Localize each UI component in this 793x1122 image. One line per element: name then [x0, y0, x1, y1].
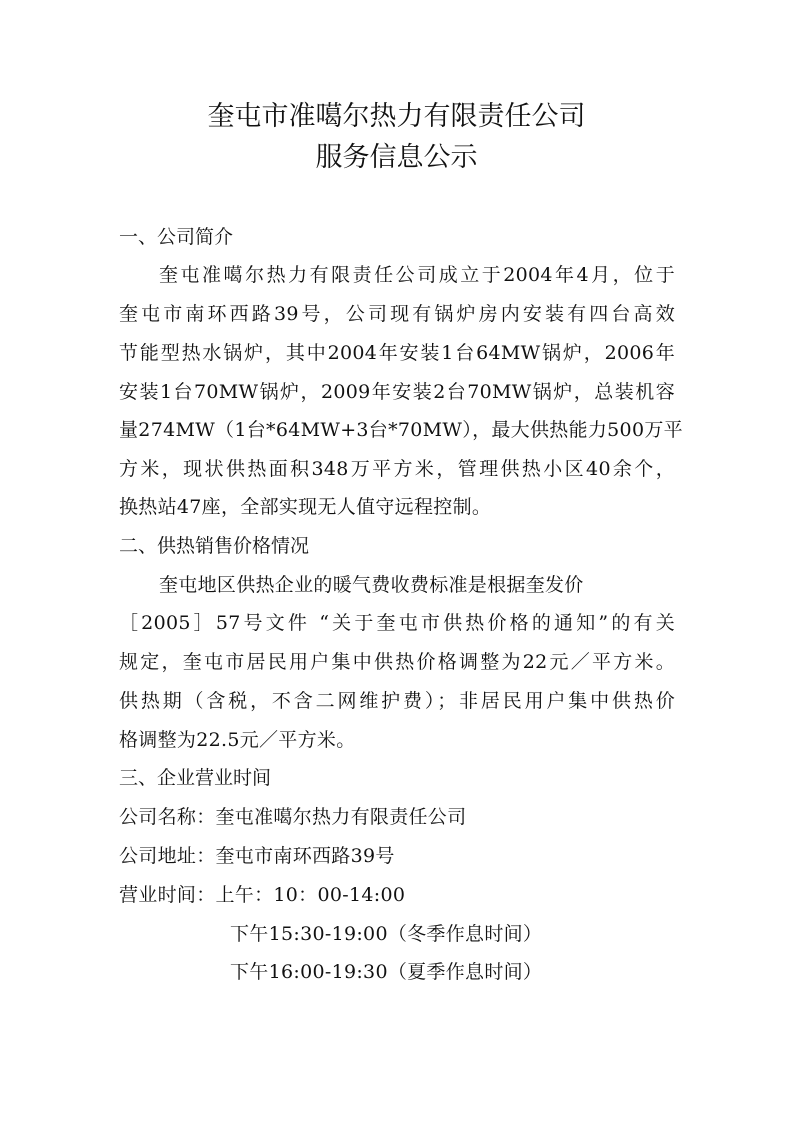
- intro-line: 换热站47座，全部实现无人值守远程控制。: [119, 496, 492, 518]
- business-hours-summer: 下午16:00-19:30（夏季作息时间）: [230, 961, 543, 983]
- intro-line: 安装1台70MW锅炉，2009年安装2台70MW锅炉，总装机容: [119, 381, 675, 403]
- pricing-line: ［2005］57号文件 “关于奎屯市供热价格的通知”的有关: [119, 612, 675, 634]
- intro-line: 方米，现状供热面积348万平方米，管理供热小区40余个，: [119, 458, 675, 480]
- section-heading-pricing: 二、供热销售价格情况: [119, 535, 310, 557]
- pricing-line: 供热期（含税，不含二网维护费）；非居民用户集中供热价: [119, 690, 675, 712]
- business-hours-winter: 下午15:30-19:00（冬季作息时间）: [230, 923, 543, 945]
- intro-line: 奎屯市南环西路39号，公司现有锅炉房内安装有四台高效: [119, 303, 675, 325]
- section-heading-intro: 一、公司简介: [119, 226, 234, 248]
- intro-line: 节能型热水锅炉，其中2004年安装1台64MW锅炉，2006年: [119, 342, 675, 364]
- section-heading-hours: 三、企业营业时间: [119, 767, 272, 789]
- company-address: 公司地址：奎屯市南环西路39号: [119, 845, 395, 867]
- intro-line: 奎屯准噶尔热力有限责任公司成立于2004年4月，位于: [159, 264, 675, 286]
- pricing-line: 奎屯地区供热企业的暖气费收费标准是根据奎发价: [159, 574, 584, 596]
- document-subtitle: 服务信息公示: [315, 142, 478, 173]
- document-title: 奎屯市准噶尔热力有限责任公司: [207, 101, 586, 132]
- intro-line: 量274MW（1台*64MW+3台*70MW），最大供热能力500万平: [119, 419, 683, 441]
- business-hours-morning: 营业时间：上午：10：00-14:00: [119, 884, 406, 906]
- pricing-line: 格调整为22.5元／平方米。: [119, 729, 356, 751]
- company-name: 公司名称：奎屯准噶尔热力有限责任公司: [119, 806, 467, 828]
- pricing-line: 规定，奎屯市居民用户集中供热价格调整为22元／平方米。: [119, 651, 675, 673]
